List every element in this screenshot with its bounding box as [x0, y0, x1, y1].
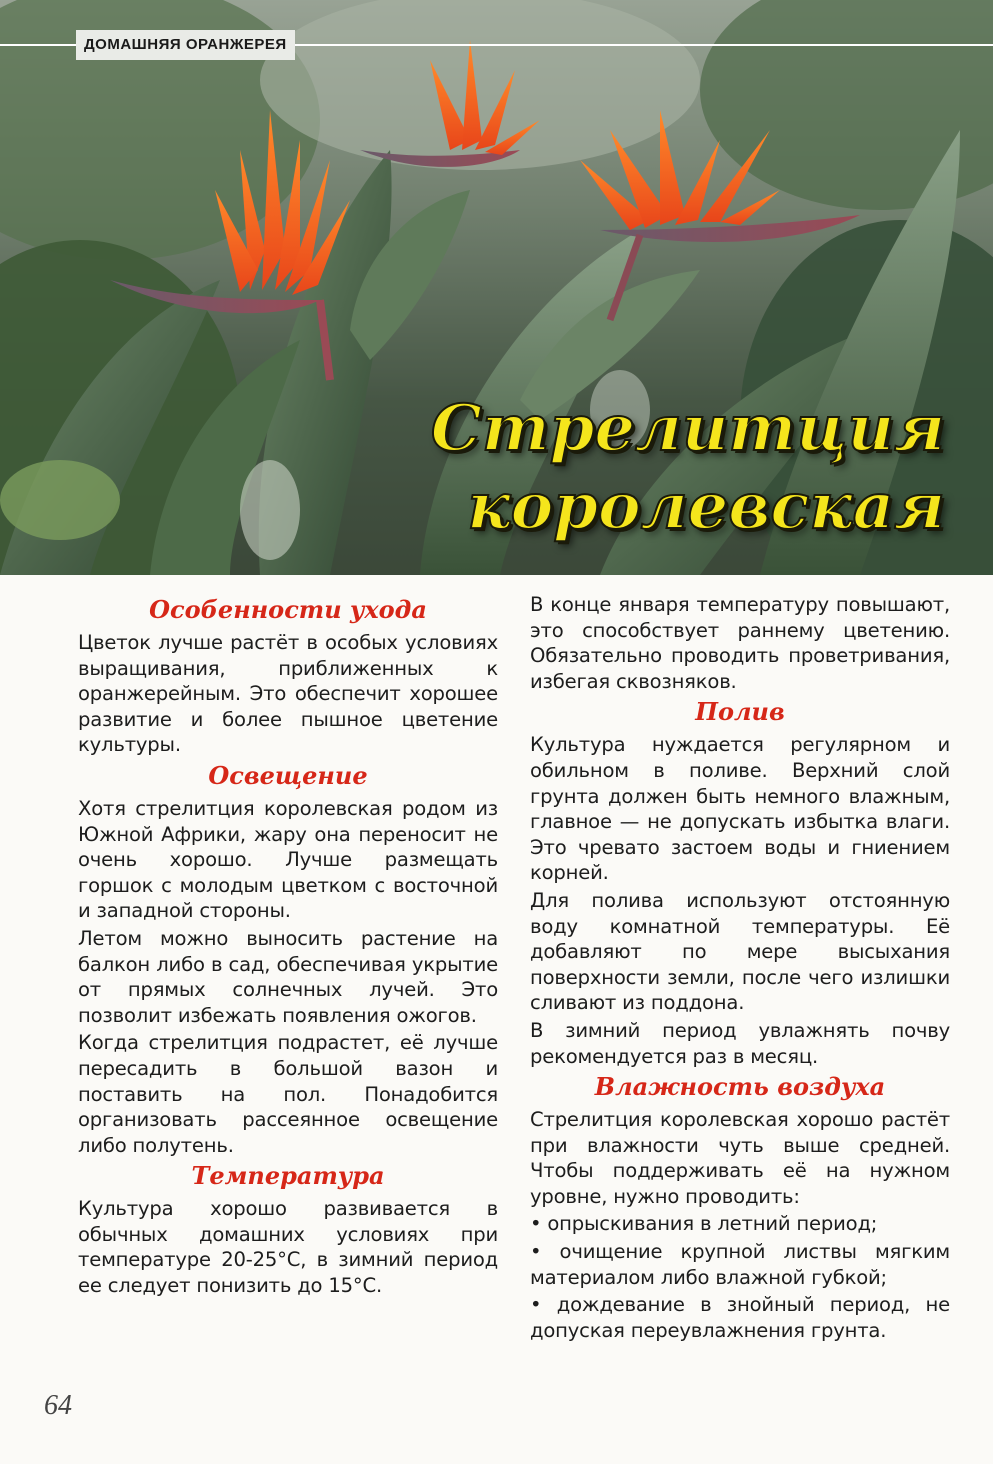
- page-number: 64: [44, 1390, 72, 1421]
- article-title: [385, 390, 945, 546]
- paragraph: В конце января температуру повышают, это способствует раннему цветению. Обязательно проводить проветривания, избегая сквозняков.: [530, 593, 950, 693]
- paragraph: Летом можно выносить растение на балкон либо в сад, обеспечивая укрытие от прямых солнечных лучей. Это позволит избежать появления ожогов.: [78, 926, 498, 1027]
- bullet-item: • дождевание в знойный период, не допуская переувлажнения грунта.: [530, 1293, 950, 1342]
- paragraph: В зимний период увлажнять почву рекомендуется раз в месяц.: [530, 1018, 950, 1068]
- paragraph: Для полива используют отстоянную воду комнатной температуры. Её добавляют по мере высыхания поверхности земли, после чего излишки сливают из поддона.: [530, 888, 950, 1015]
- title-line-2: королевская: [467, 469, 945, 544]
- bullet-item: • очищение крупной листвы мягким материалом либо влажной губкой;: [530, 1240, 950, 1289]
- heading-humidity: Влажность воздуха: [594, 1072, 886, 1102]
- heading-temperature: Температура: [191, 1161, 385, 1191]
- paragraph: Цветок лучше растёт в особых условиях выращивания, приближенных к оранжерейным. Это обеспечит хорошее развитие и более пышное цветение культуры.: [78, 631, 498, 757]
- paragraph: Культура хорошо развивается в обычных домашних условиях при температуре 20-25°С, в зимний период ее следует понизить до 15°С.: [78, 1197, 498, 1298]
- paragraph: Когда стрелитция подрастет, её лучше пересадить в большой вазон и поставить на пол. Понадобится организовать рассеянное освещение либо полутень.: [78, 1031, 498, 1157]
- section-label: ДОМАШНЯЯ ОРАНЖЕРЕЯ: [76, 30, 295, 60]
- heading-lighting: Освещение: [208, 760, 368, 790]
- right-column: [530, 592, 950, 1345]
- paragraph: Культура нуждается регулярном и обильном в поливе. Верхний слой грунта должен быть немного влажным, главное — не допускать избытка влаги. Это чревато застоем воды и гниением корней.: [530, 733, 950, 885]
- section-header: [0, 30, 993, 60]
- heading-watering: Полив: [695, 697, 785, 727]
- paragraph: Стрелитция королевская хорошо растёт при влажности чуть выше средней. Чтобы поддерживать её на нужном уровне, нужно проводить:: [530, 1108, 950, 1208]
- title-line-1: Стрелитция: [430, 391, 945, 466]
- heading-care: Особенности ухода: [149, 595, 427, 624]
- bullet-item: • опрыскивания в летний период;: [530, 1212, 878, 1236]
- paragraph: Хотя стрелитция королевская родом из Южной Африки, жару она переносит не очень хорошо. Лучше размещать горшок с молодым цветком с восточной и западной стороны.: [78, 796, 498, 923]
- hero-photo: [0, 0, 993, 575]
- left-column: [78, 592, 498, 1301]
